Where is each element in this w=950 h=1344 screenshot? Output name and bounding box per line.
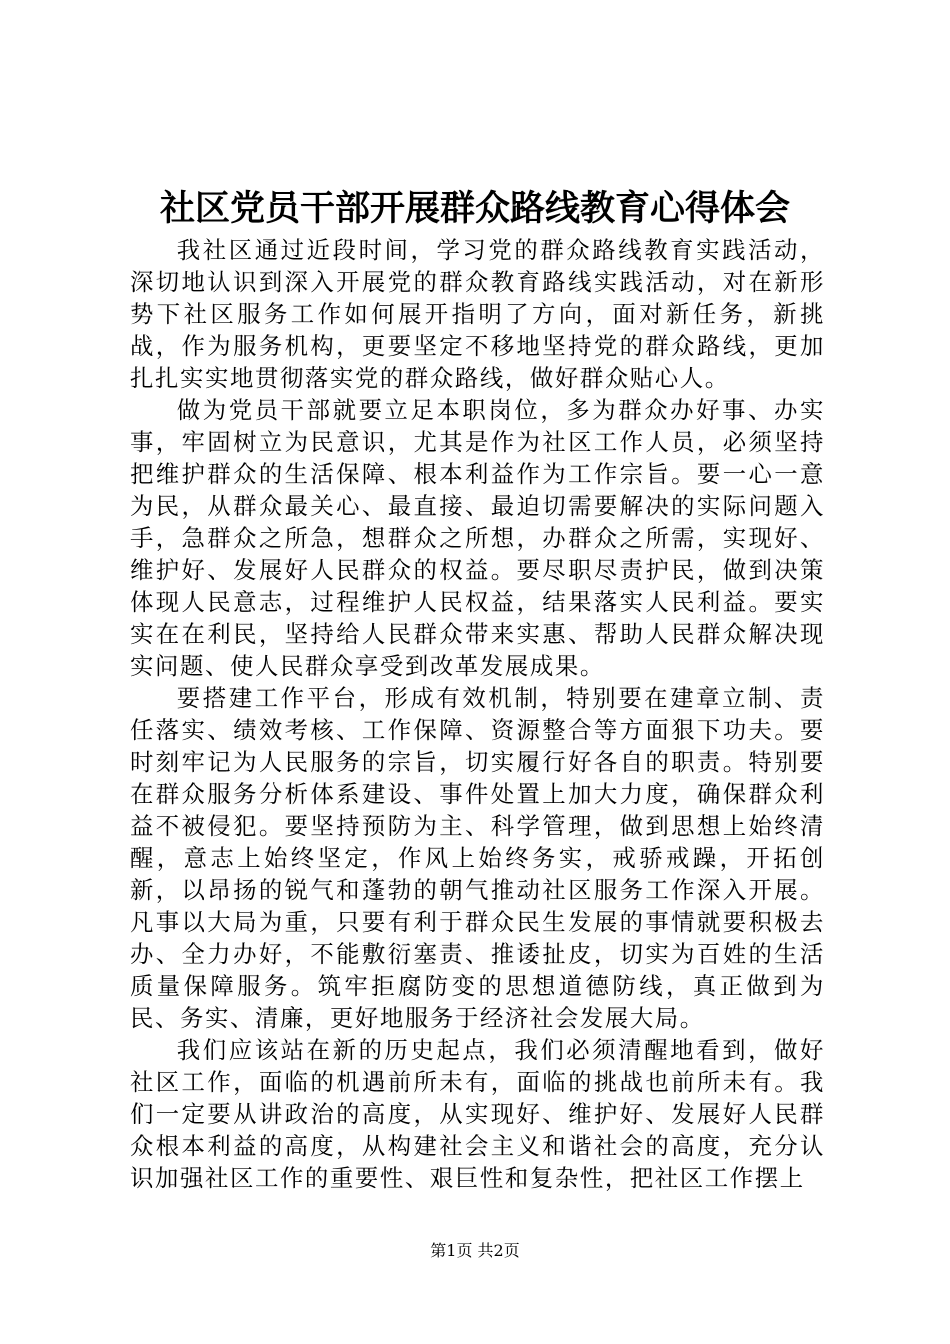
page-number: 第1页 共2页 (430, 1241, 520, 1260)
paragraph-1: 我社区通过近段时间，学习党的群众路线教育实践活动，深切地认识到深入开展党的群众教育路线实践活动，对在新形势下社区服务工作如何展开指明了方向，面对新任务，新挑战，作为服务机构，更要坚定不移地坚持党的群众路线，更加扎扎实实地贯彻落实党的群众路线，做好群众贴心人。 (130, 236, 825, 392)
page-footer (0, 1241, 950, 1261)
page-title: 社区党员干部开展群众路线教育心得体会 (159, 188, 790, 229)
paragraph-3: 要搭建工作平台，形成有效机制，特别要在建章立制、责任落实、绩效考核、工作保障、资源整合等方面狠下功夫。要时刻牢记为人民服务的宗旨，切实履行好各自的职责。特别要在群众服务分析体系建设、事件处置上加大力度，确保群众利益不被侵犯。要坚持预防为主、科学管理，做到思想上始终清醒，意志上始终坚定，作风上始终务实，戒骄戒躁，开拓创新，以昂扬的锐气和蓬勃的朝气推动社区服务工作深入开展。凡事以大局为重，只要有利于群众民生发展的事情就要积极去办、全力办好，不能敷衍塞责、推诿扯皮，切实为百姓的生活质量保障服务。筑牢拒腐防变的思想道德防线，真正做到为民、务实、清廉，更好地服务于经济社会发展大局。 (130, 684, 825, 1032)
document-body (130, 234, 825, 1194)
paragraph-4: 我们应该站在新的历史起点，我们必须清醒地看到，做好社区工作，面临的机遇前所未有，面临的挑战也前所未有。我们一定要从讲政治的高度，从实现好、维护好、发展好人民群众根本利益的高度，从构建社会主义和谐社会的高度，充分认识加强社区工作的重要性、艰巨性和复杂性，把社区工作摆上 (130, 1036, 825, 1192)
paragraph-2: 做为党员干部就要立足本职岗位，多为群众办好事、办实事，牢固树立为民意识，尤其是作为社区工作人员，必须坚持把维护群众的生活保障、根本利益作为工作宗旨。要一心一意为民，从群众最关心、最直接、最迫切需要解决的实际问题入手，急群众之所急，想群众之所想，办群众之所需，实现好、维护好、发展好人民群众的权益。要尽职尽责护民，做到决策体现人民意志，过程维护人民权益，结果落实人民利益。要实实在在利民，坚持给人民群众带来实惠、帮助人民群众解决现实问题、使人民群众享受到改革发展成果。 (130, 396, 825, 680)
